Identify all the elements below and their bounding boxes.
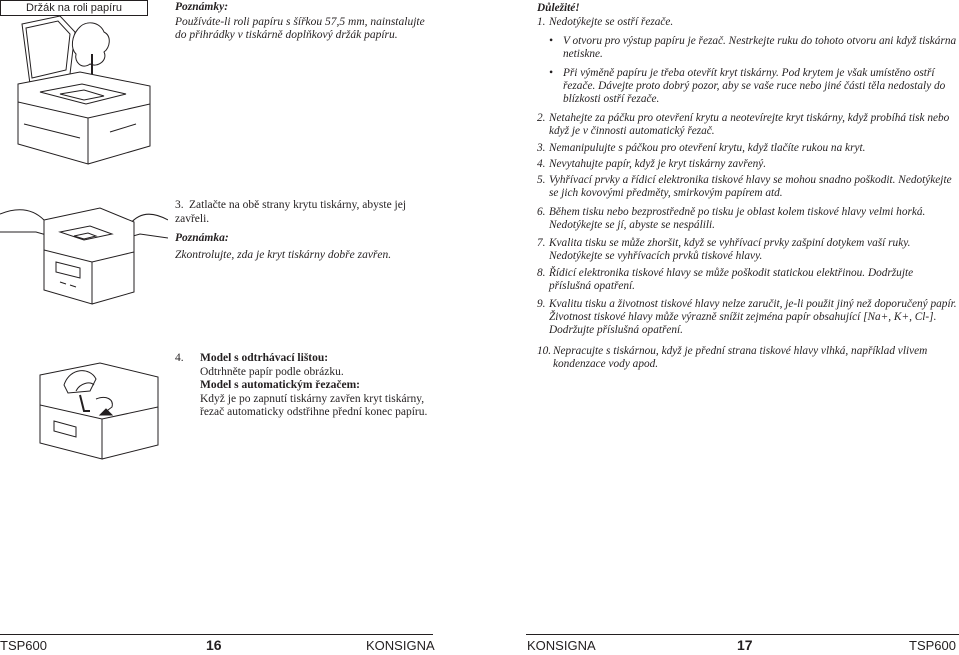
hands-closing-cover-illustration bbox=[0, 192, 168, 322]
step-4-text-auto-cutter: Když je po zapnutí tiskárny zavřen kryt tiskárny, řezač automaticky odstřihne přední konec papíru. bbox=[200, 392, 428, 418]
step-4 bbox=[175, 352, 435, 420]
step-3-number: 3. bbox=[175, 199, 184, 211]
step-4-text-tear-bar: Odtrhněte papír podle obrázku. bbox=[200, 365, 344, 378]
footer-left-page-number: 16 bbox=[206, 637, 222, 653]
footer-rule-left bbox=[0, 634, 433, 635]
notes-text: Používáte-li roli papíru s šířkou 57,5 mm, nainstalujte do přihrádky v tiskárně doplňkový držák papíru. bbox=[175, 16, 425, 41]
step-4-title-tear-bar: Model s odtrhávací lištou: bbox=[200, 352, 329, 364]
footer-right-section: KONSIGNA bbox=[527, 638, 596, 653]
footer-right-model: TSP600 bbox=[909, 638, 956, 653]
step-3-note-text: Zkontrolujte, zda je kryt tiskárny dobře zavřen. bbox=[175, 248, 392, 261]
tearing-paper-illustration bbox=[20, 355, 168, 465]
step-4-title-auto-cutter: Model s automatickým řezačem: bbox=[200, 379, 360, 391]
paper-roll-holder-label: Držák na roli papíru bbox=[0, 0, 148, 16]
footer-left-model: TSP600 bbox=[0, 638, 47, 653]
bullet-icon: • bbox=[549, 67, 553, 79]
footer-left-section: KONSIGNA bbox=[366, 638, 435, 653]
important-heading: Důležité! bbox=[537, 2, 580, 14]
footer-rule-right bbox=[526, 634, 959, 635]
printer-open-cover-illustration bbox=[0, 14, 168, 184]
bullet-icon: • bbox=[549, 35, 553, 47]
step-3 bbox=[175, 199, 435, 262]
step-3-note-heading: Poznámka: bbox=[175, 232, 229, 244]
footer-right-page-number: 17 bbox=[737, 637, 753, 653]
step-3-text: Zatlačte na obě strany krytu tiskárny, abyste jej zavřeli. bbox=[175, 199, 407, 225]
notes-heading: Poznámky: bbox=[175, 1, 229, 13]
important-section: Důležité! 1. Nedotýkejte se ostří řezače. • V otvoru pro výstup papíru je řezač. Nestrkejte ruku do tohoto otvoru ani když tiskárna netiskne. • Při výměně papíru je třeba otevřít kryt tiskárny. Pod krytem je však umístěno ostří řezače. Dávejte proto dobrý pozor, aby se vaše ruce nebo jiné části těla nedostaly do blízkosti ostří řezače. 2. Netahejte za páčku pro otevření krytu a neotevírejte kryt tiskárny, když probíhá tisk nebo když je v činnosti automatický řezač. 3. Nemanipulujte s páčkou pro otevření krytu, když tlačíte rukou na kryt. 4. Nevytahujte papír, když je kryt tiskárny zavřený. 5. Vyhřívací prvky a řídicí elektronika tiskové hlavy se mohou snadno poškodit. Nedotýkejte se jich kovovými předměty, smirkovým papírem atd. 6. Během tisku nebo bezprostředně po tisku je oblast kolem tiskové hlavy velmi horká. Nedotýkejte se jí, abyste se nespálili. 7. Kvalita tisku se může zhoršit, když se vyhřívací prvky zašpiní dotykem vaší ruky. Nedotýkejte se vyhřívacích prvků tiskové hlavy. 8. Řídicí elektronika tiskové hlavy se může poškodit statickou elektřinou. Dodržujte příslušná opatření. 9. Kvalitu tisku a životnost tiskové hlavy nelze zaručit, je-li použit jiný než doporučený papír. Životnost tiskové hlavy může výrazně snížit zejména papír obsahující [Na+, K+, Cl-]. Dodržujte příslušná opatření. 10. Nepracujte s tiskárnou, když je přední strana tiskové hlavy vlhká, například vlivem kondenzace vody apod. bbox=[537, 2, 957, 370]
step-4-number: 4. bbox=[175, 352, 184, 364]
